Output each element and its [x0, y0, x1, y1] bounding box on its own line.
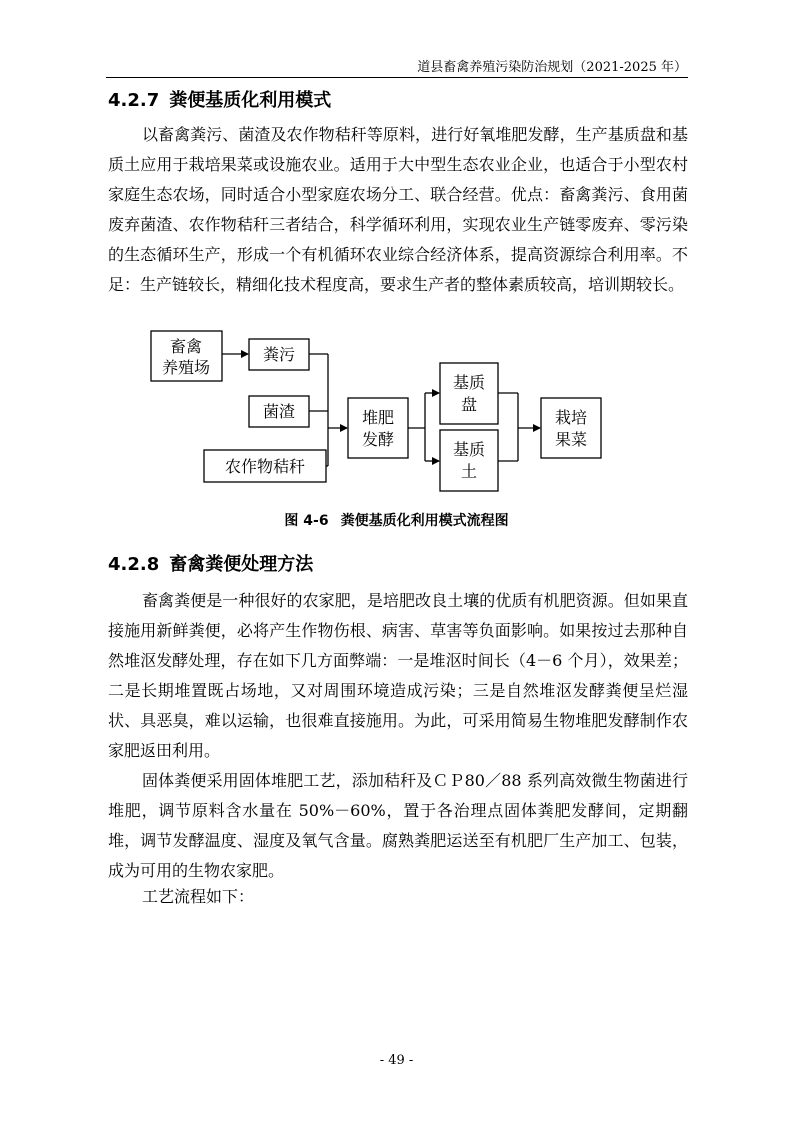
flow-label-compost-2: 发酵 — [361, 430, 395, 449]
flow-label-straw: 农作物秸秆 — [224, 457, 306, 476]
section-number: 4.2.7 — [108, 90, 160, 111]
section-number: 4.2.8 — [108, 554, 160, 575]
paragraph-3: 工艺流程如下： — [142, 887, 255, 906]
figure-caption — [0, 510, 793, 530]
flow-label-mushroom-residue: 菌渣 — [262, 402, 296, 421]
section-title: 畜禽粪便处理方法 — [169, 554, 314, 575]
flow-label-soil-1: 基质 — [452, 440, 486, 459]
section-paragraph: 以畜禽粪污、菌渣及农作物秸秆等原料，进行好氧堆肥发酵，生产基质盘和基质土应用于栽培果菜或设施农业。适用于大中型生态农业企业，也适合于小型农村家庭生态农场，同时适合小型家庭农场分工、联合经营。优点：畜禽粪污、食用菌废弃菌渣、农作物秸秆三者结合，科学循环利用，实现农业生产链零废弃、零污染的生态循环生产，形成一个有机循环农业综合经济体系，提高资源综合利用率。不足：生产链较长，精细化技术程度高，要求生产者的整体素质较高，培训期较长。 — [108, 125, 688, 294]
figure-number: 图 4-6 — [284, 513, 329, 529]
flow-label-compost-1: 堆肥 — [361, 408, 395, 427]
flow-label-crop-1: 栽培 — [554, 408, 588, 427]
page-number: - 49 - — [379, 1053, 414, 1068]
flow-label-crop-2: 果菜 — [554, 430, 588, 449]
flow-label-tray-2: 盘 — [460, 395, 478, 414]
flow-label-manure: 粪污 — [262, 345, 296, 364]
section-heading-4-2-8 — [108, 550, 313, 576]
paragraph-1: 畜禽粪便是一种很好的农家肥，是培肥改良土壤的优质有机肥资源。但如果直接施用新鲜粪便，必将产生作物伤根、病害、草害等负面影响。如果按过去那种自然堆沤发酵处理，存在如下几方面弊端：一是堆沤时间长（4－6 个月），效果差；二是长期堆置既占场地，又对周围环境造成污染；三是自然堆沤发酵粪便呈烂湿状、具恶臭，难以运输，也很难直接施用。为此，可采用简易生物堆肥发酵制作农家肥返田利用。 — [108, 591, 688, 760]
running-header: 道县畜禽养殖污染防治规划（2021-2025 年） — [417, 60, 687, 75]
flow-label-tray-1: 基质 — [452, 373, 486, 392]
flow-node-compost — [348, 398, 408, 458]
figure-title: 粪便基质化利用模式流程图 — [340, 513, 509, 529]
section-title: 粪便基质化利用模式 — [169, 90, 332, 111]
flow-label-farm-1: 畜禽 — [169, 337, 203, 356]
paragraph-2: 固体粪便采用固体堆肥工艺，添加秸秆及ＣＰ80／88 系列高效微生物菌进行堆肥，调节原料含水量在 50%－60%，置于各治理点固体粪肥发酵间，定期翻堆，调节发酵温度、湿度及氧气含量。腐熟粪肥运送至有机肥厂生产加工、包装，成为可用的生物农家肥。 — [108, 771, 688, 880]
flow-node-crop — [541, 398, 601, 458]
flow-label-farm-2: 养殖场 — [161, 358, 211, 377]
flow-label-soil-2: 土 — [460, 462, 478, 481]
